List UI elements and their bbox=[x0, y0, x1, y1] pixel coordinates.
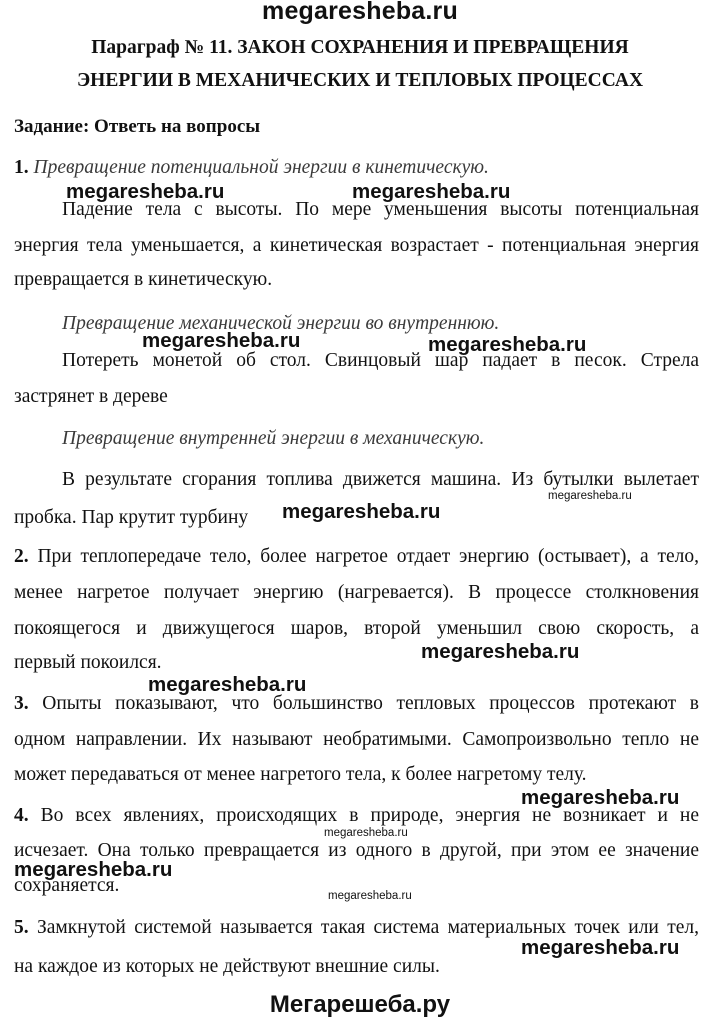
watermark: megaresheba.ru bbox=[521, 786, 680, 809]
title-line-2: ЭНЕРГИИ В МЕХАНИЧЕСКИХ И ТЕПЛОВЫХ ПРОЦЕССАХ bbox=[76, 70, 644, 91]
site-footer[interactable]: Мегарешеба.ру bbox=[269, 991, 451, 1018]
q3-line-1 bbox=[14, 693, 699, 715]
q1-number: 1. bbox=[14, 157, 29, 178]
q2-line-1 bbox=[14, 546, 699, 568]
q4-line-1-text: Во всех явлениях, происходящих в природе, энергия не возникает и не bbox=[40, 805, 699, 826]
q1-p3-line-2: пробка. Пар крутит турбину bbox=[14, 507, 249, 528]
q1-heading-2: Превращение механической энергии во внутреннюю. bbox=[62, 313, 500, 334]
site-header[interactable]: megaresheba.ru bbox=[262, 0, 458, 25]
watermark: megaresheba.ru bbox=[282, 500, 441, 523]
q2-number: 2. bbox=[14, 546, 29, 567]
watermark: megaresheba.ru bbox=[428, 333, 587, 356]
watermark-small: megaresheba.ru bbox=[548, 490, 632, 502]
q1-p3-line-1: В результате сгорания топлива движется машина. Из бутылки вылетает bbox=[62, 469, 699, 490]
q3-line-1-text: Опыты показывают, что большинство тепловых процессов протекают в bbox=[42, 693, 700, 714]
q3-line-2: одном направлении. Их называют необратимыми. Самопроизвольно тепло не bbox=[14, 729, 699, 750]
q5-line-1-text: Замкнутой системой называется такая система материальных точек или тел, bbox=[36, 917, 699, 938]
watermark: megaresheba.ru bbox=[142, 329, 301, 352]
watermark: megaresheba.ru bbox=[66, 180, 225, 203]
q4-number: 4. bbox=[14, 805, 29, 826]
q1-heading-3: Превращение внутренней энергии в механическую. bbox=[62, 428, 485, 449]
q2-line-1-text: При теплопередаче тело, более нагретое отдает энергию (остывает), а тело, bbox=[37, 546, 699, 567]
q5-number: 5. bbox=[14, 917, 29, 938]
q4-line-3: сохраняется. bbox=[14, 875, 120, 896]
watermark-small: megaresheba.ru bbox=[328, 890, 412, 902]
q4-line-2: исчезает. Она только превращается из одного в другой, при этом ее значение bbox=[14, 840, 699, 861]
watermark: megaresheba.ru bbox=[521, 936, 680, 959]
q1-heading-text: Превращение потенциальной энергии в кинетическую. bbox=[33, 157, 489, 178]
watermark: megaresheba.ru bbox=[14, 858, 173, 881]
watermark: megaresheba.ru bbox=[352, 180, 511, 203]
q1-p1-line-2: энергия тела уменьшается, а кинетическая возрастает - потенциальная энергия bbox=[14, 235, 699, 256]
watermark: megaresheba.ru bbox=[421, 640, 580, 663]
q2-line-2: менее нагретое получает энергию (нагревается). В процессе столкновения bbox=[14, 582, 699, 603]
q1-p2-line-2: застрянет в дереве bbox=[14, 386, 168, 407]
title-line-1: Параграф № 11. ЗАКОН СОХРАНЕНИЯ И ПРЕВРАЩЕНИЯ bbox=[91, 37, 629, 58]
q2-line-4: первый покоился. bbox=[14, 652, 162, 673]
watermark-small: megaresheba.ru bbox=[324, 827, 408, 839]
q1-heading bbox=[14, 157, 699, 179]
q4-line-1 bbox=[14, 805, 699, 827]
q3-number: 3. bbox=[14, 693, 29, 714]
watermark: megaresheba.ru bbox=[148, 673, 307, 696]
q1-p2-line-1: Потереть монетой об стол. Свинцовый шар падает в песок. Стрела bbox=[62, 350, 699, 371]
q1-p1-line-1: Падение тела с высоты. По мере уменьшения высоты потенциальная bbox=[62, 199, 699, 220]
task-heading: Задание: Ответь на вопросы bbox=[14, 116, 261, 137]
q1-p1-line-3: превращается в кинетическую. bbox=[14, 269, 273, 290]
q3-line-3: может передаваться от менее нагретого тела, к более нагретому телу. bbox=[14, 764, 587, 785]
q2-line-3: покоящегося и движущегося шаров, второй уменьшил свою скорость, а bbox=[14, 618, 699, 639]
q5-line-2: на каждое из которых не действуют внешние силы. bbox=[14, 956, 440, 977]
